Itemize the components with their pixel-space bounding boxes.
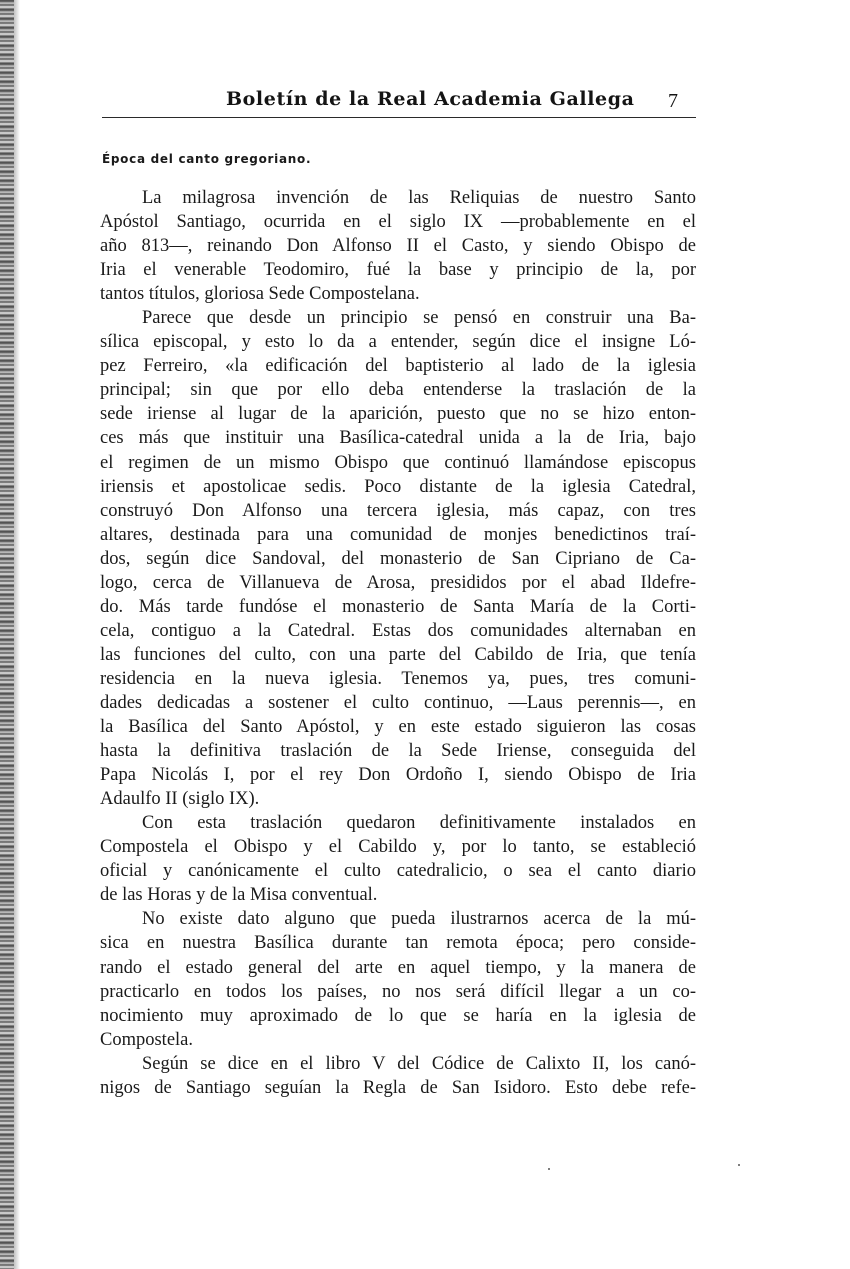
text-line: la Basílica del Santo Apóstol, y en este estado siguieron las cosas bbox=[100, 717, 696, 738]
print-speck bbox=[548, 1168, 550, 1170]
text-line: residencia en la nueva iglesia. Tenemos ya, pues, tres comuni- bbox=[100, 668, 696, 689]
paragraph bbox=[100, 907, 696, 1051]
text-line: practicarlo en todos los países, no nos será difícil llegar a un co- bbox=[100, 981, 696, 1002]
page-header bbox=[102, 84, 696, 124]
text-line: dos, según dice Sandoval, del monasterio de San Cipriano de Ca- bbox=[100, 548, 696, 569]
print-speck bbox=[738, 1164, 740, 1166]
page-binding-shadow bbox=[14, 0, 20, 1269]
body-text bbox=[100, 186, 696, 1100]
text-line: logo, cerca de Villanueva de Arosa, presididos por el abad Ildefre- bbox=[100, 572, 696, 593]
section-heading: Época del canto gregoriano. bbox=[102, 152, 312, 166]
text-line: cela, contiguo a la Catedral. Estas dos comunidades alternaban en bbox=[100, 620, 696, 641]
text-line: las funciones del culto, con una parte del Cabildo de Iria, que tenía bbox=[100, 644, 696, 665]
text-line: construyó Don Alfonso una tercera iglesia, más capaz, con tres bbox=[100, 500, 696, 521]
text-line: rando el estado general del arte en aquel tiempo, y la manera de bbox=[100, 957, 696, 978]
text-line: Compostela el Obispo y el Cabildo y, por lo tanto, se estableció bbox=[100, 837, 696, 858]
paragraph bbox=[100, 306, 696, 811]
text-line: pez Ferreiro, «la edificación del baptisterio al lado de la iglesia bbox=[100, 356, 696, 377]
text-line: Con esta traslación quedaron definitivamente instalados en bbox=[142, 813, 696, 834]
text-line: principal; sin que por ello deba entenderse la traslación de la bbox=[100, 380, 696, 401]
text-line: No existe dato alguno que pueda ilustrarnos acerca de la mú- bbox=[142, 909, 696, 930]
text-line: año 813—, reinando Don Alfonso II el Casto, y siendo Obispo de bbox=[100, 236, 696, 257]
text-line: Compostela. bbox=[100, 1029, 194, 1050]
paragraph bbox=[100, 186, 696, 306]
text-line: Adaulfo II (siglo IX). bbox=[100, 789, 260, 810]
text-line: altares, destinada para una comunidad de monjes benedictinos traí- bbox=[100, 524, 696, 545]
text-line: oficial y canónicamente el culto catedralicio, o sea el canto diario bbox=[100, 861, 696, 882]
text-line: Apóstol Santiago, ocurrida en el siglo IX —probablemente en el bbox=[100, 212, 696, 233]
text-line: dades dedicadas a sostener el culto continuo, —Laus perennis—, en bbox=[100, 692, 696, 713]
text-line: tantos títulos, gloriosa Sede Compostelana. bbox=[100, 284, 420, 305]
text-line: Parece que desde un principio se pensó en construir una Ba- bbox=[142, 308, 696, 329]
text-line: hasta la definitiva traslación de la Sede Iriense, conseguida del bbox=[100, 741, 696, 762]
text-line: Iria el venerable Teodomiro, fué la base y principio de la, por bbox=[100, 260, 696, 281]
text-line: iriensis et apostolicae sedis. Poco distante de la iglesia Catedral, bbox=[100, 476, 696, 497]
text-line: La milagrosa invención de las Reliquias de nuestro Santo bbox=[142, 188, 696, 208]
paragraph bbox=[100, 1052, 696, 1100]
header-rule bbox=[102, 117, 696, 118]
text-line: sica en nuestra Basílica durante tan remota época; pero conside- bbox=[100, 933, 696, 954]
text-line: sede iriense al lugar de la aparición, puesto que no se hizo enton- bbox=[100, 404, 696, 425]
text-line: de las Horas y de la Misa conventual. bbox=[100, 885, 378, 906]
text-line: ces más que instituir una Basílica-catedral unida a la de Iria, bajo bbox=[100, 428, 696, 449]
text-line: do. Más tarde fundóse el monasterio de Santa María de la Corti- bbox=[100, 596, 696, 617]
text-line: Papa Nicolás I, por el rey Don Ordoño I, siendo Obispo de Iria bbox=[100, 765, 696, 786]
text-line: nigos de Santiago seguían la Regla de San Isidoro. Esto debe refe- bbox=[100, 1077, 696, 1098]
text-line: nocimiento muy aproximado de lo que se haría en la iglesia de bbox=[100, 1005, 696, 1026]
running-title: Boletín de la Real Academia Gallega bbox=[226, 88, 635, 110]
text-line: Según se dice en el libro V del Códice de Calixto II, los canó- bbox=[142, 1053, 696, 1074]
paragraph bbox=[100, 811, 696, 907]
text-line: sílica episcopal, y esto lo da a entender, según dice el insigne Ló- bbox=[100, 332, 696, 353]
page-number: 7 bbox=[668, 90, 678, 112]
page-binding-edge bbox=[0, 0, 14, 1269]
text-line: el regimen de un mismo Obispo que continuó llamándose episcopus bbox=[100, 452, 696, 473]
